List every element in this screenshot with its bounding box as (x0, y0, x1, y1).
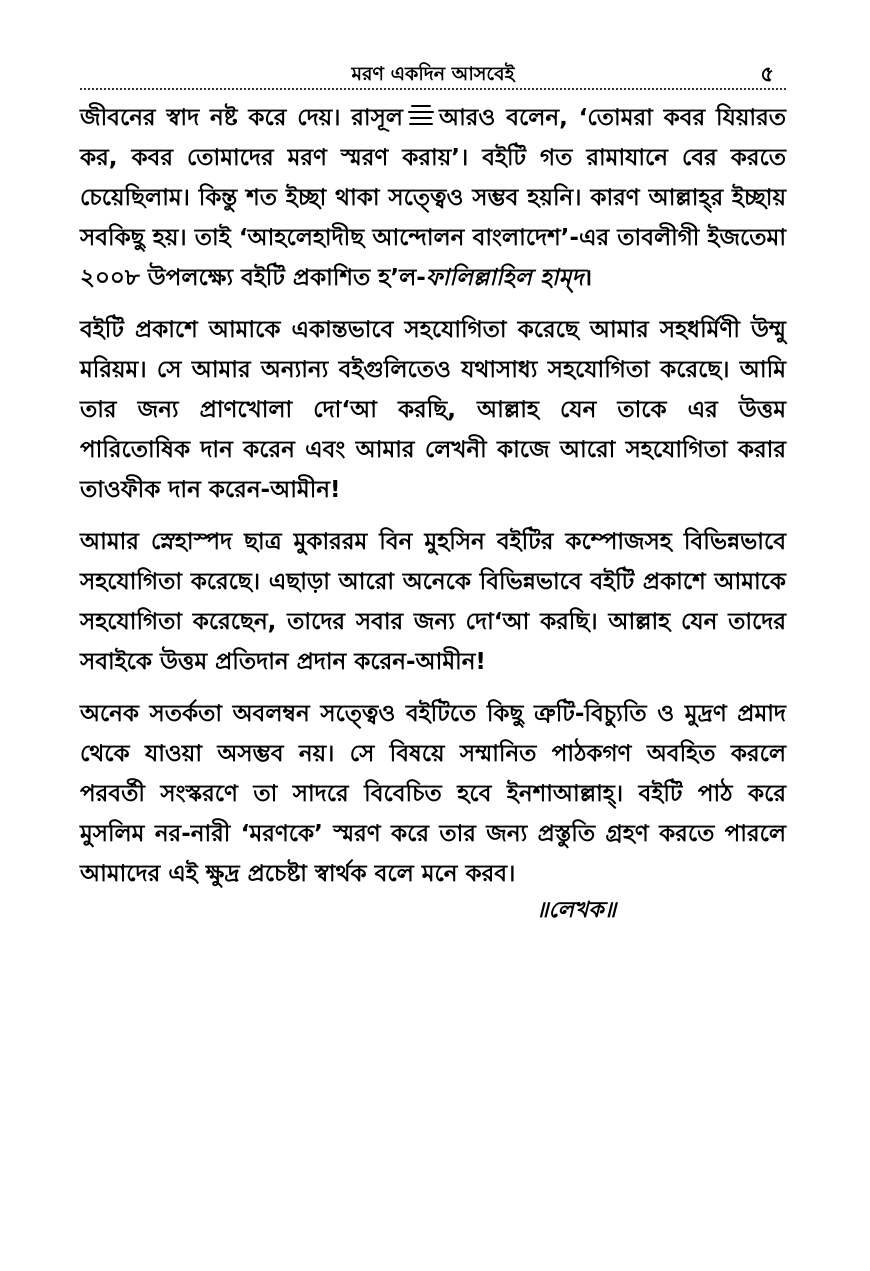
paragraph-1 (80, 98, 786, 298)
author-signature: ॥লেখক॥ (536, 898, 617, 923)
paragraph-3: আমার স্নেহাস্পদ ছাত্র মুকাররম বিন মুহসিন বইটির কম্পোজসহ বিভিন্নভাবে সহযোগিতা করেছে। এছাড়া আরো অনেকে বিভিন্নভাবে বইটি প্রকাশে আমাকে সহযোগিতা করেছেন, তাদের সবার জন্য দো‘আ করছি। আল্লাহ যেন তাদের সবাইকে উত্তম প্রতিদান প্রদান করেন-আমীন! (80, 529, 786, 675)
paragraph-1-text-middle: আরও বলেন, ‘তোমরা কবর যিয়ারত কর, কবর তোমাদের মরণ স্মরণ করায়’। বইটি গত রামাযানে বের করতে চেয়েছিলাম। কিন্তু শত ইচ্ছা থাকা সত্ত্বেও সম্ভব হয়নি। কারণ আল্লাহ্‌র ইচ্ছায় সবকিছু হয়। তাই ‘আহলেহাদীছ আন্দোলন বাংলাদেশ’-এর তাবলীগী ইজতেমা ২০০৮ উপলক্ষ্যে বইটি প্রকাশিত হ’ল- (80, 105, 786, 291)
running-header (80, 52, 786, 90)
paragraph-4: অনেক সতর্কতা অবলম্বন সত্ত্বেও বইটিতে কিছু ত্রুটি-বিচ্যুতি ও মুদ্রণ প্রমাদ থেকে যাওয়া অসম্ভব নয়। সে বিষয়ে সম্মানিত পাঠকগণ অবহিত করলে পরবর্তী সংস্করণে তা সাদরে বিবেচিত হবে ইনশাআল্লাহ্। বইটি পাঠ করে মুসলিম নর-নারী ‘মরণকে’ স্মরণ করে তার জন্য প্রস্তুতি গ্রহণ করতে পারলে আমাদের এই ক্ষুদ্র প্রচেষ্টা স্বার্থক বলে মনে করব। (80, 701, 786, 887)
paragraph-1-text-start: জীবনের স্বাদ নষ্ট করে দেয়। রাসূল (80, 105, 403, 131)
book-page (80, 52, 786, 923)
page-number: ৫ (760, 62, 774, 86)
calligraphy-salutation-icon (407, 102, 435, 128)
header-title: মরণ একদিন আসবেই (351, 63, 515, 85)
body-text (80, 98, 786, 894)
paragraph-1-italic-phrase: ফালিল্লাহিল হাম্‌দ (425, 265, 584, 291)
paragraph-1-text-end: । (583, 265, 593, 291)
paragraph-2: বইটি প্রকাশে আমাকে একান্তভাবে সহযোগিতা করেছে আমার সহধর্মিণী উম্মু মরিয়ম। সে আমার অন্যান্য বইগুলিতেও যথাসাধ্য সহযোগিতা করেছে। আমি তার জন্য প্রাণখোলা দো‘আ করছি, আল্লাহ যেন তাকে এর উত্তম পারিতোষিক দান করেন এবং আমার লেখনী কাজে আরো সহযোগিতা করার তাওফীক দান করেন-আমীন! (80, 317, 786, 503)
